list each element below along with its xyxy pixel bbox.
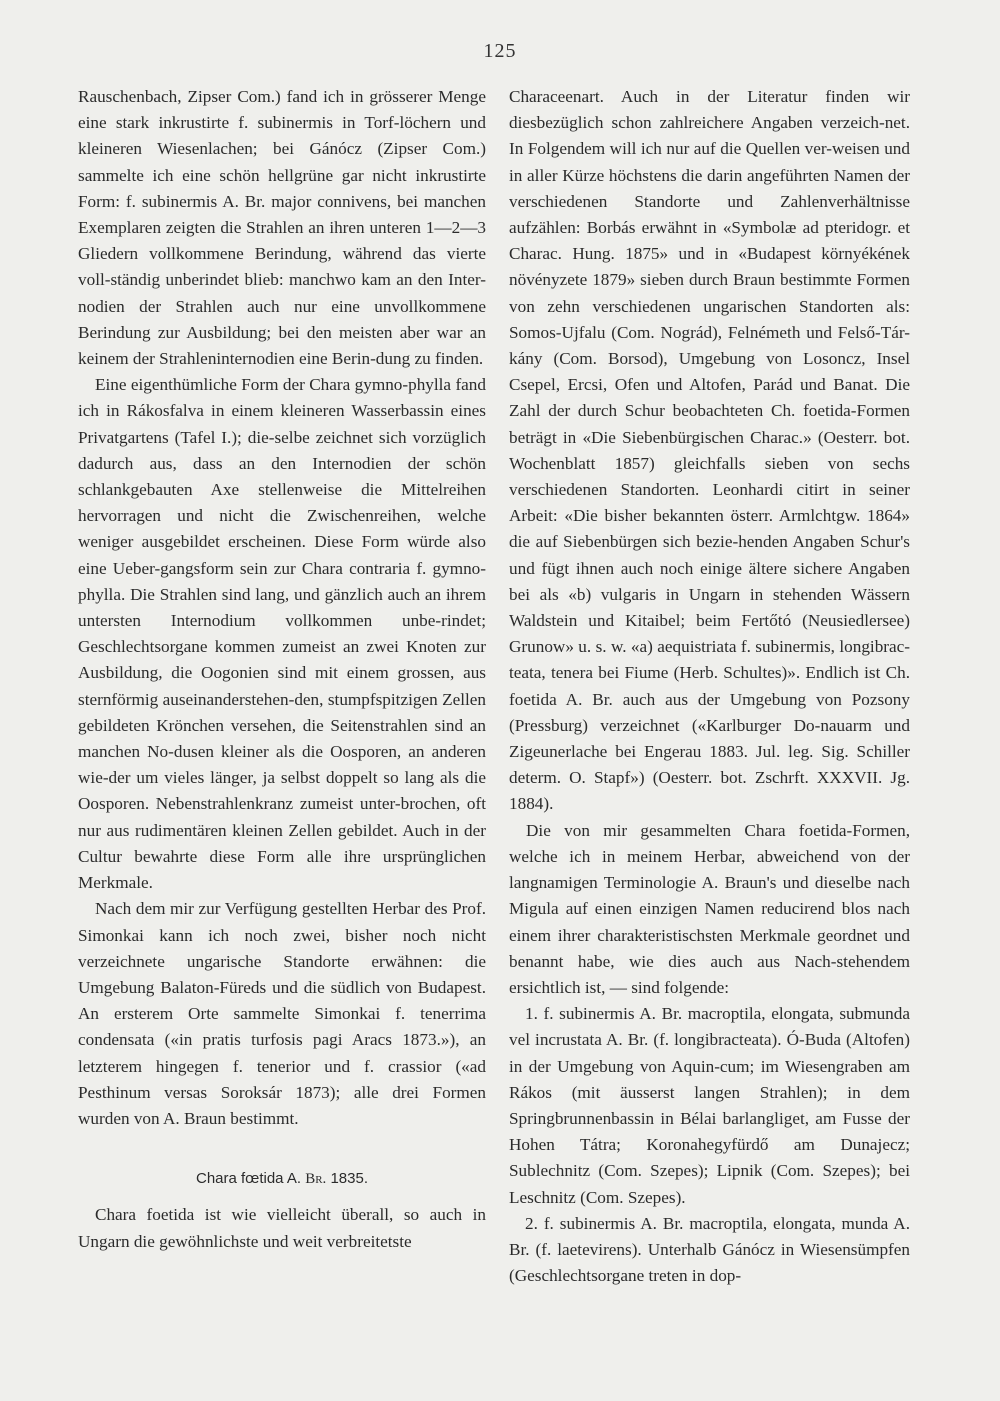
heading-author: Br. (305, 1171, 327, 1188)
right-paragraph-2: Die von mir gesammelten Chara foetida-Formen, welche ich in meinem Herbar, abweichend von der langnamigen Terminologie A. Braun's und dieselbe nach Migula auf einen einzigen Namen reducirend blos nach einem ihrer charakteristischsten Merkmale geordnet und benannt habe, wie dies auch aus Nach-stehendem ersichtlich ist, — sind folgende: (509, 820, 910, 997)
page-number: 125 (483, 40, 517, 62)
right-paragraph-1: Characeenart. Auch in der Literatur finden wir diesbezüglich schon zahlreichere Angaben verzeich-net. In Folgendem will ich nur auf die Quellen ver-weisen und in aller Kürze höchstens die darin angeführten Namen der verschiedenen Standorte und Zahlenverhältnisse aufzählen: Borbás erwähnt in «Symbolæ ad pteridogr. et Charac. Hung. 1875» und in «Budapest környékének növényzete 1879» sieben durch Braun bestimmte Formen von zehn verschiedenen ungarischen Standorten als: Somos-Ujfalu (Com. Nográd), Felnémeth und Felső-Tár-kány (Com. Borsod), Umgebung von Losoncz, Insel Csepel, Ercsi, Ofen und Altofen, Parád und Banat. Die Zahl der durch Schur beobachteten Ch. foetida-Formen beträgt in «Die Siebenbürgischen Charac.» (Oesterr. bot. Wochenblatt 1857) gleichfalls sieben von sechs verschiedenen Standorten. Leonhardi citirt in seiner Arbeit: «Die bisher bekannten österr. Armlchtgw. 1864» die auf Siebenbürgen sich bezie-henden Angaben Schur's und fügt ihnen auch noch einige ältere sichere Angaben bei als «b) vulgaris in Ungarn in stehenden Wässern Waldstein und Kitaibel; beim Fertőtó (Neusiedlersee) Grunow» u. s. w. «a) aequistriata f. subinermis, longibrac-teata, tenera bei Fiume (Herb. Schultes)». Endlich ist Ch. foetida A. Br. auch aus der Umgebung von Pozsony (Pressburg) verzeichnet («Karlburger Do-nauarm und Zigeunerlache bei Engerau 1883. Jul. leg. Sig. Schiller determ. O. Stapf») (Oesterr. bot. Zschrft. XXXVII. Jg. 1884). (509, 87, 910, 814)
left-column (78, 84, 486, 1255)
left-paragraph-1: Rauschenbach, Zipser Com.) fand ich in grösserer Menge eine stark inkrustirte f. subinermis in Torf-löchern und kleineren Wiesenlachen; bei Gánócz (Zipser Com.) sammelte ich eine schön hellgrüne gar nicht inkrustirte Form: f. subinermis A. Br. major connivens, bei manchen Exemplaren zeigten die Strahlen an ihren unteren 1—2—3 Gliedern vollkommene Berindung, während das vierte voll-ständig unberindet blieb: manchwo kam an den Inter-nodien der Strahlen auch nur eine unvollkommene Berindung zur Ausbildung; bei den meisten aber war an keinem der Strahleninternodien eine Berin-dung zu finden. (78, 87, 486, 369)
section-heading (78, 1166, 486, 1192)
left-final-paragraph: Chara foetida ist wie vielleicht überall, so auch in Ungarn die gewöhnlichste und weit verbreitetste (78, 1205, 486, 1251)
heading-title: Chara fœtida A. (195, 1170, 302, 1188)
heading-year: 1835. (330, 1170, 369, 1188)
left-paragraph-2: Eine eigenthümliche Form der Chara gymno-phylla fand ich in Rákosfalva in einem kleineren Wasserbassin eines Privatgartens (Tafel I.); die-selbe zeichnet sich vorzüglich dadurch aus, dass an den Internodien der schön schlankgebauten Axe stellenweise die Mittelreihen hervorragen und nicht die Zwischenreihen, welche weniger ausgebildet erscheinen. Diese Form würde also eine Ueber-gangsform sein zur Chara contraria f. gymno-phylla. Die Strahlen sind lang, und gänzlich auch an ihrem untersten Internodium vollkommen unbe-rindet; Geschlechtsorgane kommen zumeist an zwei Knoten zur Ausbildung, die Oogonien sind mit einem grossen, aus sternförmig auseinanderstehen-den, stumpfspitzigen Zellen gebildeten Krönchen versehen, die Seitenstrahlen sind an manchen No-dusen kleiner als die Oosporen, an anderen wie-der um vieles länger, ja selbst doppelt so lang als die Oosporen. Nebenstrahlenkranz zumeist unter-brochen, oft nur aus rudimentären kleinen Zellen gebildet. Auch in der Cultur bewahrte diese Form alle ihre ursprünglichen Merkmale. (78, 375, 486, 893)
left-paragraph-3: Nach dem mir zur Verfügung gestellten Herbar des Prof. Simonkai kann ich noch zwei, bisher noch nicht verzeichnete ungarische Standorte erwähnen: die Umgebung Balaton-Füreds und die südlich von Budapest. An ersterem Orte sammelte Simonkai f. tenerrima condensata («in pratis turfosis pagi Aracs 1873.»), an letzterem hingegen f. tenerior und f. crassior («ad Pesthinum versas Soroksár 1873); alle drei Formen wurden von A. Braun bestimmt. (78, 899, 486, 1128)
list-item-2: 2. f. subinermis A. Br. macroptila, elongata, munda A. Br. (f. laetevirens). Unterhalb Gánócz in Wiesensümpfen (Geschlechtsorgane treten in dop- (509, 1213, 910, 1286)
right-column (509, 84, 910, 1289)
list-item-1: 1. f. subinermis A. Br. macroptila, elongata, submunda vel incrustata A. Br. (f. longibracteata). Ó-Buda (Altofen) in der Umgebung von Aquin-cum; im Wiesengraben am Rákos (mit äusserst langen Strahlen); in dem Springbrunnenbassin in Bélai barlangliget, am Fusse der Hohen Tátra; Koronahegyfürdő am Dunajecz; Sublechnitz (Com. Szepes); Lipnik (Com. Szepes); bei Leschnitz (Com. Szepes). (509, 1004, 910, 1207)
